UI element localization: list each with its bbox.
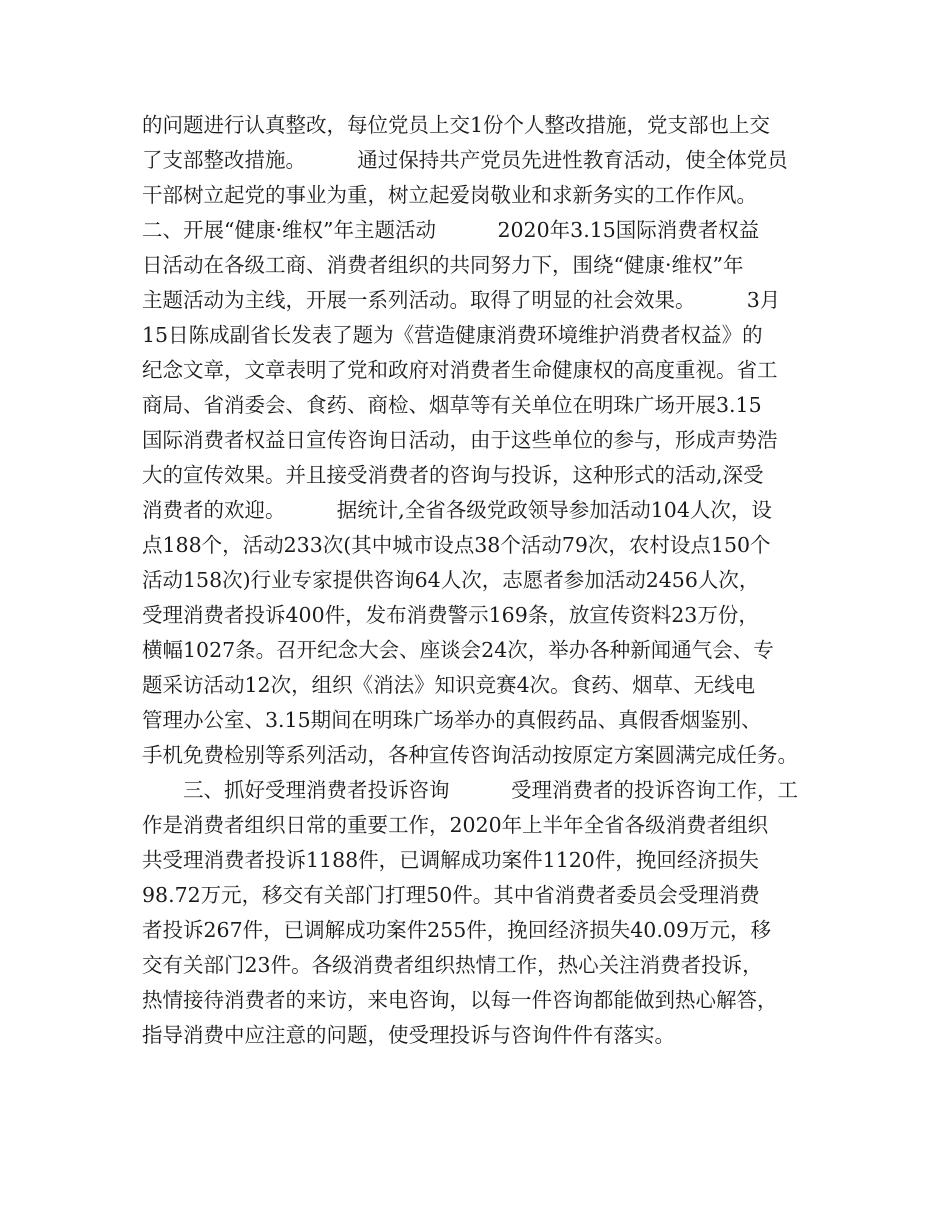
text-line: 消费者的欢迎。 据统计,全省各级党政领导参加活动104人次，设	[142, 498, 772, 522]
text-line: 主题活动为主线，开展一系列活动。取得了明显的社会效果。 3月	[142, 288, 781, 312]
text-line: 作是消费者组织日常的重要工作，2020年上半年全省各级消费者组织	[142, 813, 769, 837]
text-line: 15日陈成副省长发表了题为《营造健康消费环境维护消费者权益》的	[142, 323, 763, 347]
text-line: 点188个，活动233次(其中城市设点38个活动79次，农村设点150个	[142, 533, 771, 557]
section-heading-3-line: 三、抓好受理消费者投诉咨询 受理消费者的投诉咨询工作，工	[142, 778, 798, 802]
text-line: 热情接待消费者的来访，来电咨询，以每一件咨询都能做到热心解答，	[142, 988, 778, 1012]
text-line: 者投诉267件，已调解成功案件255件，挽回经济损失40.09万元，移	[142, 918, 771, 942]
text-line: 共受理消费者投诉1188件，已调解成功案件1120件，挽回经济损失	[142, 848, 759, 872]
text-line: 指导消费中应注意的问题，使受理投诉与咨询件件有落实。	[142, 1023, 675, 1047]
text-line: 98.72万元，移交有关部门打理50件。其中省消费者委员会受理消费	[142, 883, 760, 907]
text-line: 受理消费者投诉400件，发布消费警示169条，放宣传资料23万份，	[142, 603, 759, 627]
text-line: 国际消费者权益日宣传咨询日活动，由于这些单位的参与，形成声势浩	[142, 428, 778, 452]
text-line: 纪念文章，文章表明了党和政府对消费者生命健康权的高度重视。省工	[142, 358, 778, 382]
text-line: 大的宣传效果。并且接受消费者的咨询与投诉，这种形式的活动,深受	[142, 463, 764, 487]
text-line: 管理办公室、3.15期间在明珠广场举办的真假药品、真假香烟鉴别、	[142, 708, 762, 732]
text-line: 题采访活动12次，组织《消法》知识竞赛4次。食药、烟草、无线电	[142, 673, 756, 697]
text-line: 活动158次)行业专家提供咨询64人次，志愿者参加活动2456人次，	[142, 568, 760, 592]
section-heading-2-line: 二、开展“健康·维权”年主题活动 2020年3.15国际消费者权益	[142, 218, 760, 242]
text-line: 交有关部门23件。各级消费者组织热情工作，热心关注消费者投诉，	[142, 953, 763, 977]
text-line: 商局、省消委会、食药、商检、烟草等有关单位在明珠广场开展3.15	[142, 393, 762, 417]
text-line: 干部树立起党的事业为重，树立起爱岗敬业和求新务实的工作作风。	[142, 183, 757, 207]
text-line: 日活动在各级工商、消费者组织的共同努力下，围绕“健康·维权”年	[142, 253, 744, 277]
text-line: 的问题进行认真整改，每位党员上交1份个人整改措施，党支部也上交	[142, 113, 771, 137]
text-line: 横幅1027条。召开纪念大会、座谈会24次，举办各种新闻通气会、专	[142, 638, 774, 662]
text-line: 了支部整改措施。 通过保持共产党员先进性教育活动，使全体党员	[142, 148, 788, 172]
body-text	[142, 108, 822, 1053]
text-line: 手机免费检别等系列活动，各种宣传咨询活动按原定方案圆满完成任务。	[142, 743, 798, 767]
